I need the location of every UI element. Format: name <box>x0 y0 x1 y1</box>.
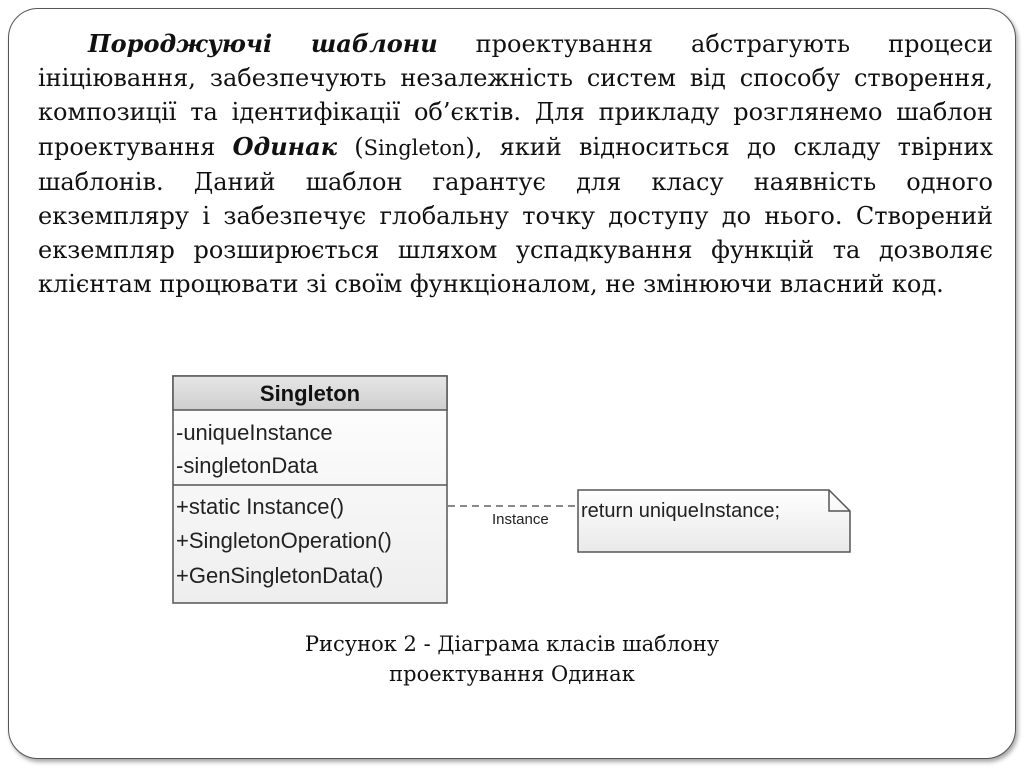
paragraph-text-2: ( <box>336 132 364 161</box>
paragraph-text-3: ), який відноситься до складу твірних шаблонів. Даний шаблон гарантує для класу наявність одного екземпляру і забезпечує глобальну точку доступу до нього. Створений екземпляр розширюється шляхом успадкування функцій та дозволяє клієнтам процювати зі своїм функціоналом, не змінюючи власний код. <box>38 132 993 299</box>
caption-line-1: Рисунок 2 - Діаграма класів шаблону <box>304 632 720 656</box>
note-box <box>578 490 850 552</box>
class-name: Singleton <box>259 381 361 406</box>
paragraph-text-1: проектування абстрагують процеси ініціювання, забезпечують незалежність систем від способу створення, композиції та ідентифікації об’єктів. Для прикладу розглянемо шаблон проектування <box>38 30 994 161</box>
term-creational-patterns: Породжуючі шаблони <box>88 29 438 58</box>
link-label: Instance <box>492 511 549 528</box>
operation-static-instance: +static Instance() <box>176 494 345 519</box>
operation-singleton-operation: +SingletonOperation() <box>176 528 392 553</box>
term-singleton-ua: Одинак <box>232 131 337 161</box>
note-text: return uniqueInstance; <box>581 500 781 522</box>
attribute-unique-instance: -uniqueInstance <box>176 420 333 445</box>
attribute-singleton-data: -singletonData <box>176 453 318 478</box>
figure-caption <box>0 629 1024 689</box>
singleton-class-box <box>173 376 447 603</box>
term-singleton-en: Singleton <box>363 135 466 160</box>
caption-line-2: проектування Одинак <box>389 662 635 686</box>
operation-gen-singleton-data: +GenSingletonData() <box>176 563 384 588</box>
